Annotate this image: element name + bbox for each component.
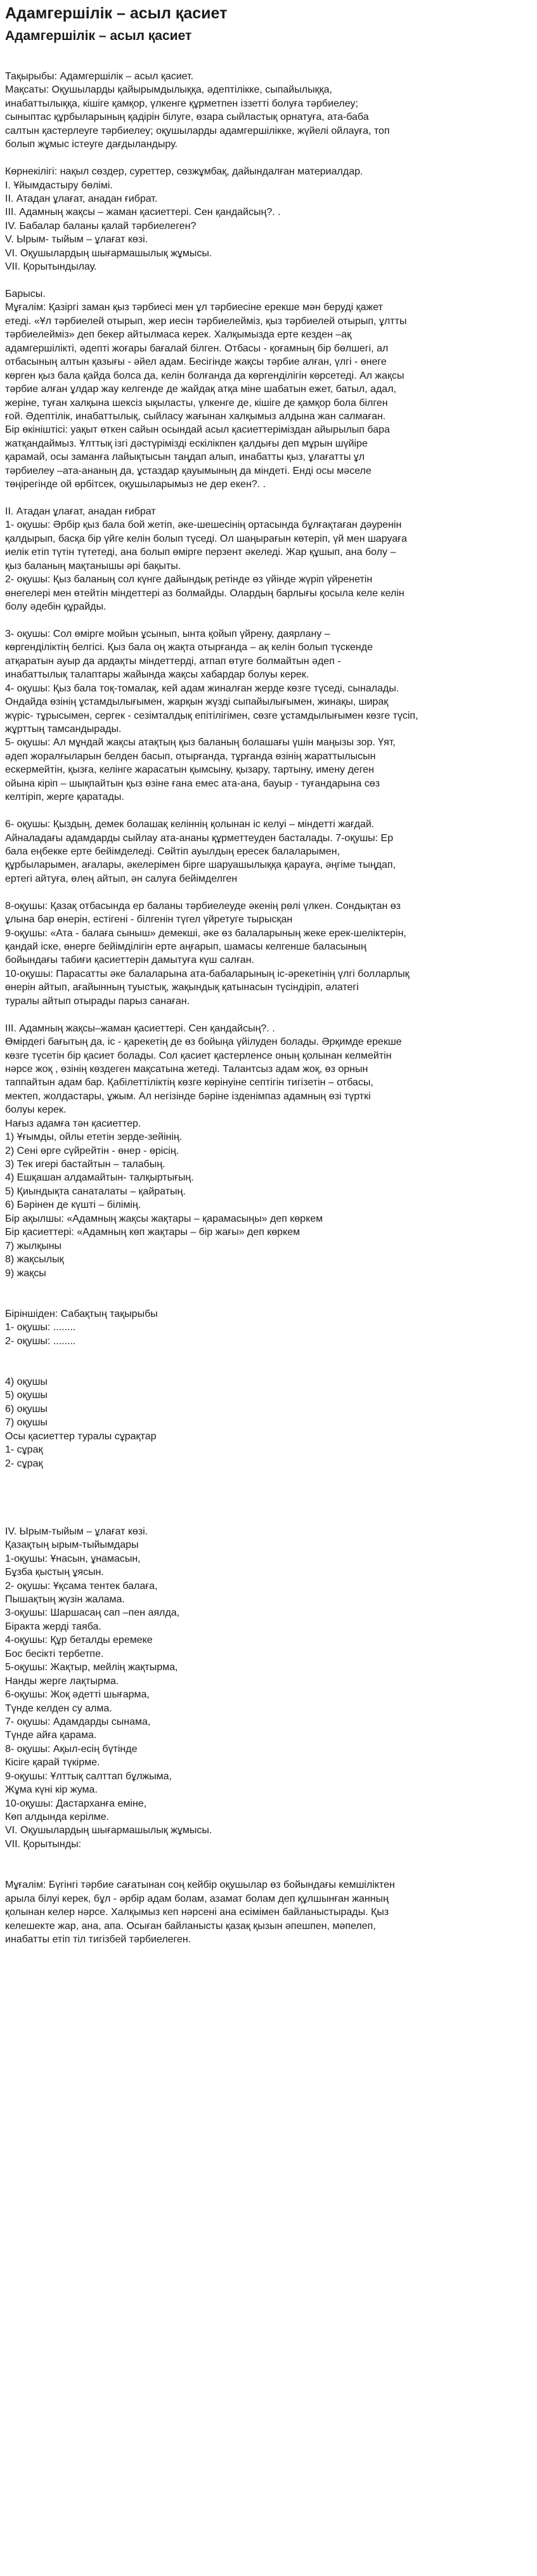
text-line: арыла білуі керек, бұл - әрбір адам болам, азамат болам деп құлшынған жанның	[5, 1893, 389, 1904]
text-line	[5, 1470, 532, 1484]
text-line: ІІ. Атадан ұлағат, анадан ғибрат	[5, 506, 156, 517]
text-line: қалдырып, басқа бір үйге келін болып түседі. Ол шаңырағын көтеріп, үй мен шаруаға	[5, 533, 407, 544]
text-line	[5, 1280, 532, 1293]
text-line: өнерін айтып, ағайынның туыстық, жақындық қатынасын түсіндіріп, әлатегі	[5, 982, 359, 993]
text-line: өнегелері мен өтейтін міндеттері аз болмайды. Олардың барлығы қосыла келе келін	[5, 587, 404, 599]
text-line: 1-оқушы: Ұнасын, ұнамасын,	[5, 1553, 141, 1564]
text-line: нәрсе жоқ , өзінің көздеген мақсатына жетеді. Талантсыз адам жоқ, өз орнын	[5, 1063, 368, 1075]
text-line: Мұғалім: Қазіргі заман қыз тәрбиесі мен ұл тәрбиесіне ерекше мән беруді қажет	[5, 302, 383, 313]
text-line: Көрнекілігі: нақыл сөздер, суреттер, сөзжұмбақ, дайындалған материалдар.	[5, 166, 363, 178]
text-line: әдеп жоралғыларын белден басып, отырғанда, тұрғанда өзінің жараттылысын	[5, 750, 376, 762]
text-line	[5, 1348, 532, 1361]
text-line: 4-оқушы: Құр беталды еремеке	[5, 1635, 153, 1646]
text-line: 1) Ұғымды, ойлы ететін зерде-зейінің.	[5, 1132, 183, 1143]
text-line: ІV. Бабалар баланы қалай тәрбиелеген?	[5, 220, 197, 232]
text-line	[5, 1851, 532, 1864]
text-line: болуы керек.	[5, 1104, 67, 1116]
text-line: Біріншіден: Сабақтың тақырыбы	[5, 1308, 158, 1319]
page-title: Адамгершілік – асыл қасиет	[5, 4, 228, 22]
text-line: І. Ұйымдастыру бөлімі.	[5, 180, 113, 191]
text-line: 3- оқушы: Сол өмірге мойын ұсынып, ынта қойып үйрену, даярлану –	[5, 628, 330, 639]
text-line: көзге түсетін бір қасиет болады. Сол қасиет қастерленсе оның қолынан келмейтін	[5, 1050, 392, 1061]
text-line: 4) оқушы	[5, 1376, 48, 1387]
text-line: 10-оқушы: Парасатты әке балаларына ата-бабаларының іс-әрекетінің үлгі болларлық	[5, 968, 410, 979]
text-line: 5-оқушы: Жақтыр, мейлің жақтырма,	[5, 1662, 178, 1673]
text-line: Мақсаты: Оқушыларды қайырымдылыққа, әдептілікке, сыпайылыққа,	[5, 84, 332, 96]
text-line: Бір өкініштісі: уақыт өткен сайын осындай асыл қасиеттеріміздан айырылып бара	[5, 424, 390, 436]
text-line: 6- оқушы: Қыздың, демек болашақ келіннің қолынан іс келуі – міндетті жағдай.	[5, 819, 375, 830]
text-line: 7- оқушы: Адамдарды сынама,	[5, 1716, 151, 1727]
text-line: Кісіге қарай түкірме.	[5, 1757, 100, 1769]
text-line: 9-оқушы: «Ата - балаға сыныш» демекші, әке өз балаларының жеке ерек-шеліктерін,	[5, 927, 406, 939]
text-line: 1- сұрақ	[5, 1444, 43, 1456]
text-line: 8- оқушы: Ақыл-есің бүтінде	[5, 1743, 138, 1755]
text-line	[5, 614, 532, 627]
text-line: 5) Қиындықта санаталаты – қайратың.	[5, 1186, 186, 1197]
text-line: жеріне, туған халқына шексіз ықыласты, үлкенге де, кішіге де қамқор бола білген	[5, 397, 388, 409]
text-line	[5, 152, 532, 165]
text-line	[5, 1484, 532, 1498]
text-line: атқаратын ауыр да ардақты міндеттерді, атпап өтуге болмайтын әдеп -	[5, 655, 341, 667]
text-line: 2- сұрақ	[5, 1458, 43, 1469]
text-line: Нағыз адамға тән қасиеттер.	[5, 1118, 141, 1129]
text-line: инабаттылық талаптары жайында жақсы хабардар болуы керек.	[5, 669, 309, 681]
text-line: қарамай, осы заманға лайықтысын таңдап алып, инабатты қыз, ұлағатты ұл	[5, 452, 365, 463]
text-line: ІІІ. Адамның жақсы–жаман қасиеттері. Сен қандайсың?. .	[5, 1023, 275, 1034]
text-line: 8) жақсылық	[5, 1254, 64, 1265]
text-line	[5, 274, 532, 287]
text-line: болу әдебін құрайды.	[5, 601, 107, 613]
text-line: көрген қыз бала қайда болса да, келін болғанда да көргенділігін көрсетеді. Ал жақсы	[5, 370, 404, 381]
text-line: сыныптас құрбыларының қадірін білуге, өзара сыйластық орнатуға, ата-баба	[5, 112, 369, 123]
text-line: етеді. «Ұл тәрбиелей отырып, жер иесін тәрбиелейміз, қыз тәрбиелей отырып, ұлтты	[5, 315, 407, 327]
text-line: Барысы.	[5, 289, 46, 299]
text-line: Ондайда өзінің ұстамдылығымен, жарқын жүзді сыпайылығымен, жинақы, ширақ	[5, 696, 389, 708]
text-line: 6) Бәрінен де күшті – білімің.	[5, 1200, 141, 1211]
text-line: 2- оқушы: Ұқсама тентек балаға,	[5, 1580, 158, 1592]
text-line	[5, 492, 532, 505]
text-line: 1- оқушы: ........	[5, 1322, 76, 1333]
text-line: жүріс- тұрысымен, сергек - сезімталдық епітілігімен, сөзге ұстамдылығымен көзге түсіп,	[5, 710, 418, 721]
text-line: ойына кіріп – шықпайтын қыз өзіне ғана емес ата-ана, бауыр - туғандарына сөз	[5, 778, 380, 789]
text-line: Осы қасиеттер туралы сұрақтар	[5, 1430, 157, 1442]
text-line: Бір ақылшы: «Адамның жақсы жақтары – қарамасыңы» деп көркем	[5, 1213, 323, 1224]
text-line: VІ. Оқушылардың шығармашылық жұмысы.	[5, 247, 212, 259]
text-line: Біракта жерді таяба.	[5, 1621, 101, 1632]
text-line: ескермейтін, қызға, келінге жарасатын қымсыну, қызару, тартыну, имену деген	[5, 764, 374, 776]
text-line: Көп алдында керілме.	[5, 1812, 110, 1822]
text-line	[5, 804, 532, 818]
text-line: тәрбие алған ұлдар жау келгенде де жайдақ атқа міне шабатын ежет, батыл, адал,	[5, 384, 396, 395]
text-line: ғой. Әдептілік, инабаттылық, сыйласу жағынан халқымыз алдына жан салмаған.	[5, 410, 386, 422]
text-line: Пышақтың жүзін жалама.	[5, 1594, 125, 1605]
text-line: Бір қасиеттері: «Адамның көп жақтары – бір жағы» деп көркем	[5, 1227, 301, 1238]
text-line: таппайтын адам бар. Қабілеттіліктің көзге көрінуіне септігін тигізетін – отбасы,	[5, 1077, 373, 1089]
text-line	[5, 886, 532, 899]
text-line: VІІ. Қорытынды:	[5, 1838, 82, 1850]
text-line: бойындағы табиғи қасиеттерін дамытуға күш салған.	[5, 955, 254, 966]
text-line: инабатты етіп тіл тигізбей тәрбиелеген.	[5, 1933, 191, 1945]
text-line	[5, 1362, 532, 1375]
text-line: қандай іске, өнерге бейімділігін ерте аңғарып, шамасы келгенше баласының	[5, 941, 366, 952]
text-line: 2) Сені өрге сүйрейтін - өнер - өрісің.	[5, 1145, 179, 1156]
text-line: 7) жылқыны	[5, 1240, 62, 1252]
text-line: құрбыларымен, ағалары, әкелерімен бірге шаруашылыққа қарауға, әңгіме тыңдап,	[5, 860, 396, 871]
text-line: 2- оқушы: Қыз баланың сол күнге дайындық ретінде өз үйінде жүріп үйренетін	[5, 574, 373, 585]
text-line: ертегі айтуға, өлең айтып, ән салуға бейімделген	[5, 873, 238, 884]
text-line: 10-оқушы: Дастарханға еміне,	[5, 1798, 147, 1809]
text-line	[5, 1498, 532, 1511]
text-line: 3-оқушы: Шаршасаң сап –пен аялда,	[5, 1607, 180, 1619]
text-line: Айналадағы адамдарды сыйлау ата-ананы құрметтеуден басталады. 7-оқушы: Ер	[5, 832, 394, 844]
text-line: 8-оқушы: Қазақ отбасында ер баланы тәрбиелеуде әкенің рөлі үлкен. Сондықтан өз	[5, 900, 401, 912]
text-line: отбасының алтын қазығы - әйел адам. Бесігінде жақсы тәрбие алған, үлгі - өнеге	[5, 356, 387, 368]
text-line: адамгершілікті, әдепті жоғары бағалай білген. Отбасы - қоғамның бір бөлшегі, ал	[5, 343, 389, 354]
text-line: 9-оқушы: Ұлттық салттап бұлжыма,	[5, 1770, 172, 1782]
text-line: туралы айтып отырады парыз санаған.	[5, 995, 190, 1007]
text-line: Бос бесікті тербетпе.	[5, 1648, 104, 1659]
text-line: Мұғалім: Бүгінгі тәрбие сағатынан соң кейбір оқушылар өз бойындағы кемшіліктен	[5, 1880, 395, 1891]
text-line: ІІ. Атадан ұлағат, анадан ғибрат.	[5, 193, 158, 204]
text-line: VІ. Оқушылардың шығармашылық жұмысы.	[5, 1825, 212, 1836]
text-line: 2- оқушы: ........	[5, 1335, 76, 1347]
text-line: салтын қастерлеуге тәрбиелеу; оқушыларды адамгершілікке, жүйелі ойлауға, топ	[5, 125, 390, 136]
text-line: Қазақтың ырым-тыйымдары	[5, 1540, 139, 1551]
text-line: келешекте жар, ана, апа. Осыған байланысты қазақ қызын әпешпен, мәпелеп,	[5, 1920, 376, 1932]
text-line: жұрттың тамсандырады.	[5, 724, 122, 735]
text-line: V. Ырым- тыйым – ұлағат көзі.	[5, 234, 148, 245]
text-line: 7) оқушы	[5, 1417, 48, 1429]
text-line: бала еңбекке ерте бейімделеді. Сөйтіп ауылдың ересек балаларымен,	[5, 846, 340, 857]
text-line: 6-оқушы: Жоқ әдетті шығарма,	[5, 1689, 150, 1701]
text-line: ұлына бар өнерін, естігені - білгенін түгел үйретуге тырысқан	[5, 914, 293, 925]
text-line: 4) Ешқашан алдамайтын- талқыртығың.	[5, 1172, 194, 1184]
text-line	[5, 1293, 532, 1307]
text-line: Жұма күні кір жума.	[5, 1784, 98, 1796]
text-line	[5, 1008, 532, 1021]
article-body	[5, 70, 532, 1946]
text-line: Өмірдегі бағытың да, іс - қарекетің де өз бойыңа үйілуден болады. Әрқимде ерекше	[5, 1036, 402, 1048]
text-line: ІV. Ырым-тыйым – ұлағат көзі.	[5, 1526, 148, 1537]
text-line: тәрбиелеу –ата-ананың да, ұстаздар қауымының да міндеті. Енді осы мәселе	[5, 465, 372, 476]
text-line: Түнде келден су алма.	[5, 1703, 112, 1714]
text-line: VІІ. Қорытындылау.	[5, 261, 97, 273]
text-line: Бұзба қыстың ұясын.	[5, 1567, 104, 1578]
text-line: жатқандаймыз. Ұлттық ізгі дәстүрімізді ескілікпен қалдығы деп мұрын шүйіре	[5, 438, 368, 449]
text-line: 5- оқушы: Ал мұндай жақсы атақтың қыз баланың болашағы үшін маңызы зор. Үят,	[5, 737, 396, 749]
text-line: келтіріп, жерге қаратады.	[5, 792, 124, 803]
text-line: төңірегінде ой өрбітсек, оқушыларымыз не дер екен?. .	[5, 479, 266, 490]
text-line: 9) жақсы	[5, 1267, 46, 1279]
text-line: қыз баланың мақтанышы әрі бақыты.	[5, 560, 181, 572]
text-line: көргенділіктің белгісі. Қыз бала оң жақта отырғанда – ақ келін болып түскенде	[5, 642, 373, 653]
text-line	[5, 1865, 532, 1878]
text-line: 5) оқушы	[5, 1390, 48, 1401]
text-line: иелік етіп түтін түтетеді, ана болып өмірге перзент әкеледі. Жар құшып, ана болу –	[5, 547, 396, 558]
text-line: 1- оқушы: Әрбір қыз бала бой жетіп, әке-шешесінің ортасында бұлғақтаған дәуренін	[5, 520, 402, 531]
text-line: қолынан келер нәрсе. Халқымыз кеп нәрсені ана есімімен байланыстырады. Қыз	[5, 1907, 389, 1918]
text-line: 3) Тек игері бастайтын – талабың.	[5, 1159, 165, 1170]
text-line: болып жұмыс істеуге дағдыландыру.	[5, 139, 178, 150]
text-line: Тақырыбы: Адамгершілік – асыл қасиет.	[5, 71, 194, 82]
text-line: 6) оқушы	[5, 1403, 48, 1415]
text-line	[5, 1511, 532, 1524]
text-line: инабаттылыққа, кішіге қамқор, үлкенге құрметпен іззетті болуға тәрбиелеу;	[5, 98, 358, 109]
text-line: Нанды жерге лақтырма.	[5, 1675, 119, 1687]
page-subtitle: Адамгершілік – асыл қасиет	[5, 29, 192, 43]
text-line: тәрбиелейміз» деп бекер айтылмаса керек. Халқымызда ерте кезден –ақ	[5, 329, 352, 341]
text-line: мектеп, жолдастары, ұжым. Ал негізінде бәріне ізденімпаз адамның өзі түрткі	[5, 1090, 371, 1102]
text-line: ІІІ. Адамның жақсы – жаман қасиеттері. Сен қандайсың?. .	[5, 207, 281, 218]
text-line: Түнде айға қарама.	[5, 1730, 97, 1741]
text-line: 4- оқушы: Қыз бала тоқ-томалақ, кей адам жиналған жерде көзге түседі, сыналады.	[5, 683, 399, 694]
